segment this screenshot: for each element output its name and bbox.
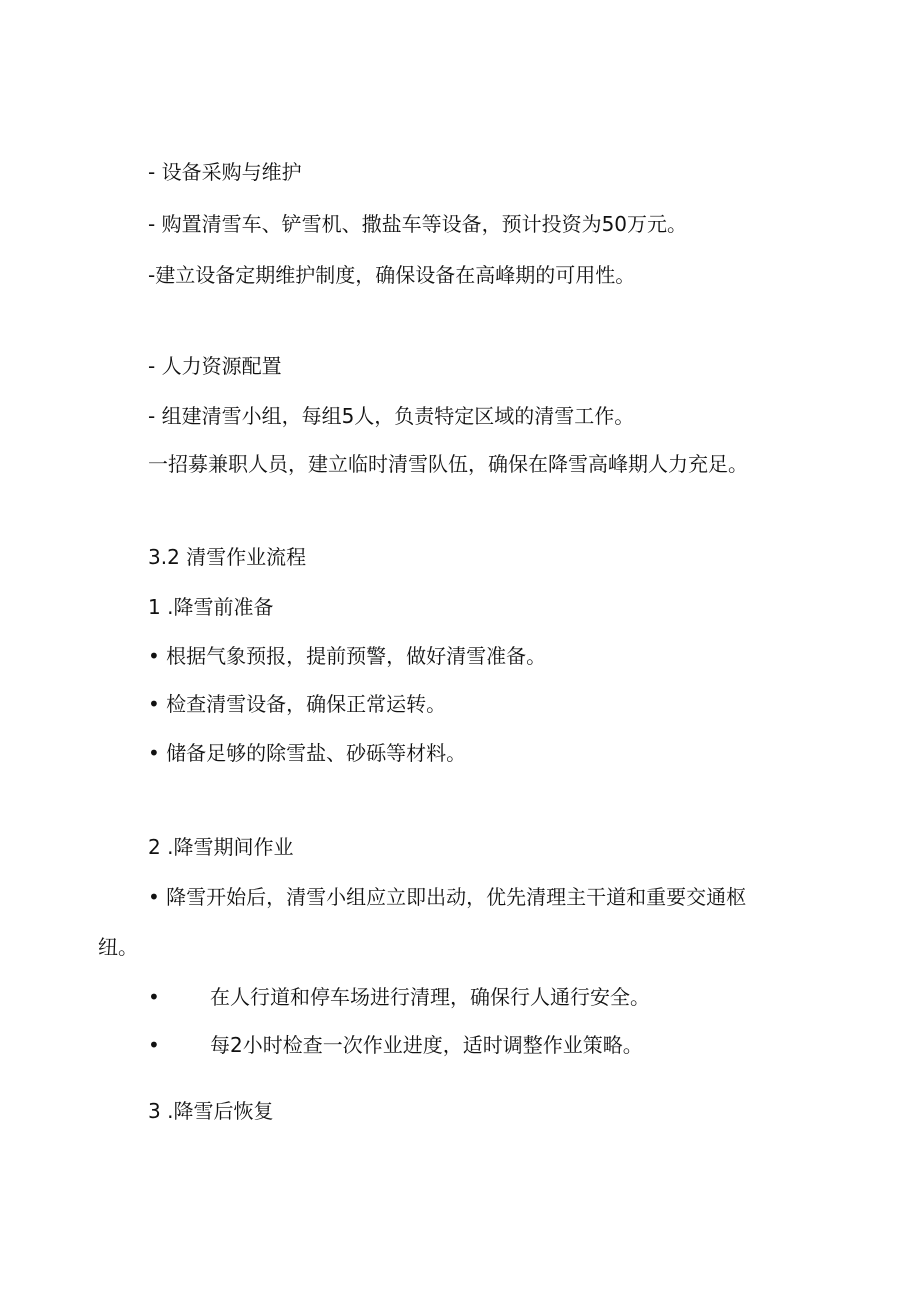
- step2-bullet-dispatch-line1: • 降雪开始后，清雪小组应立即出动，优先清理主干道和重要交通枢: [148, 885, 747, 909]
- step1-bullet-equipment-check: • 检查清雪设备，确保正常运转。: [148, 692, 447, 716]
- step2-bullet-sidewalks-text: 在人行道和停车场进行清理，确保行人通行安全。: [210, 985, 650, 1009]
- step1-heading: 1 .降雪前准备: [148, 595, 274, 619]
- staffing-item-parttime: 一招募兼职人员，建立临时清雪队伍，确保在降雪高峰期人力充足。: [148, 452, 748, 476]
- equipment-heading: - 设备采购与维护: [148, 160, 302, 184]
- staffing-item-teams: - 组建清雪小组，每组5人，负责特定区域的清雪工作。: [148, 404, 635, 428]
- section-title: 3.2 清雪作业流程: [148, 545, 307, 569]
- equipment-item-maintenance: -建立设备定期维护制度，确保设备在高峰期的可用性。: [148, 263, 636, 287]
- step2-bullet-progress: [148, 1031, 643, 1059]
- step1-bullet-forecast: • 根据气象预报，提前预警，做好清雪准备。: [148, 644, 547, 668]
- step1-bullet-materials: • 储备足够的除雪盐、砂砾等材料。: [148, 741, 467, 765]
- step2-bullet-dispatch-line2: 纽。: [98, 935, 138, 959]
- bullet-marker: •: [148, 985, 160, 1009]
- bullet-marker: •: [148, 1033, 160, 1057]
- step3-heading: 3 .降雪后恢复: [148, 1099, 274, 1123]
- step2-bullet-sidewalks: [148, 983, 650, 1011]
- step2-heading: 2 .降雪期间作业: [148, 835, 294, 859]
- staffing-heading: - 人力资源配置: [148, 354, 282, 378]
- equipment-item-purchase: - 购置清雪车、铲雪机、撒盐车等设备，预计投资为50万元。: [148, 212, 688, 236]
- step2-bullet-progress-text: 每2小时检查一次作业进度，适时调整作业策略。: [210, 1033, 643, 1057]
